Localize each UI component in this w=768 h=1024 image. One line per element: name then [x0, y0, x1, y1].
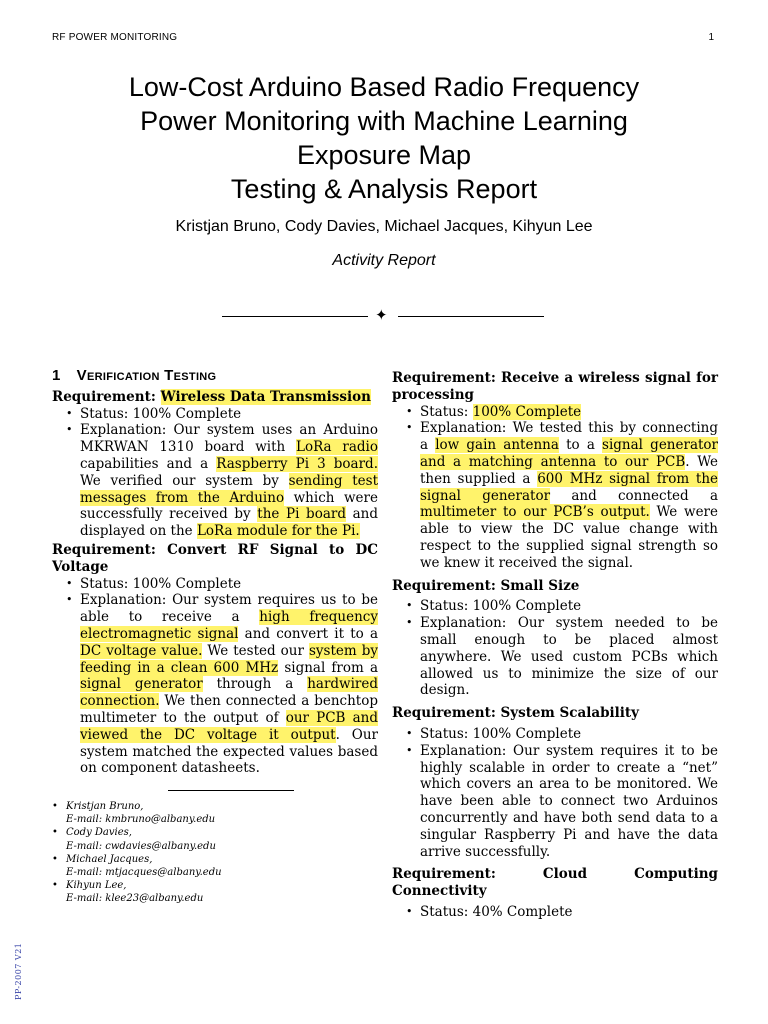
footnote-email: E-mail: mtjacques@albany.edu: [66, 867, 222, 879]
status-item: • Status: 100% Complete: [420, 598, 718, 615]
requirement-list: [392, 726, 718, 860]
footnote-entry: [52, 853, 372, 879]
footnote-entry: [52, 800, 372, 826]
highlighted-text: DC voltage value.: [80, 642, 203, 659]
highlighted-text: Raspberry Pi 3 board.: [216, 455, 378, 472]
highlighted-text: system by feeding in a clean 600 MHz: [80, 642, 379, 676]
requirement-list: [392, 904, 718, 921]
requirement-heading: Requirement: System Scalability: [392, 705, 640, 722]
status-item: • Status: 100% Complete: [80, 576, 378, 593]
highlighted-text: sending test messages from the Arduino: [80, 472, 378, 506]
highlighted-text: multimeter to our PCB’s output.: [420, 504, 650, 521]
paper-title: [0, 70, 768, 206]
explanation-item: • Explanation: Our system requires us to be able to receive a high frequency electromagnetic signal and convert it to a DC voltage value. We tested our system by feeding in a clean 600 MHz signal from a signal generator through a hardwired connection. We then connected a benchtop multimeter to the output of our PCB and viewed the DC voltage it output. Our system matched the expected values based on component datasheets.: [80, 592, 378, 777]
footnote-author: • Cody Davies,: [52, 826, 372, 839]
explanation-item: • Explanation: We tested this by connecting a low gain antenna to a signal generator and a matching antenna to our PCB. We then supplied a 600 MHz signal from the signal generator and connected a multimeter to our PCB’s output. We were able to view the DC value change with respect to the supplied signal strength so we knew it received the signal.: [420, 420, 718, 571]
page-number: 1: [708, 32, 714, 43]
status-item: • Status: 100% Complete: [420, 404, 718, 421]
divider-line-right: [398, 316, 544, 317]
running-header: RF POWER MONITORING: [52, 32, 178, 43]
highlighted-text: 100% Complete: [472, 403, 582, 420]
divider-ornament-icon: ✦: [375, 306, 388, 324]
highlighted-text: our PCB and viewed the DC voltage it output: [80, 709, 378, 743]
explanation-item: • Explanation: Our system requires it to be highly scalable in order to create a “net” which covers an area to be monitored. We have been able to connect two Arduinos concurrently and have both send data to a singular Raspberry Pi and have the data arrive successfully.: [420, 743, 718, 861]
left-column: [52, 368, 378, 779]
footnote-author: • Michael Jacques,: [52, 853, 372, 866]
footnote-author: • Kihyun Lee,: [52, 879, 372, 892]
title-line: Testing & Analysis Report: [230, 174, 538, 204]
author-footnotes: [52, 800, 372, 906]
footnote-entry: [52, 826, 372, 852]
requirement-list: [52, 576, 378, 778]
right-column: [392, 370, 718, 923]
highlighted-text: signal generator and a matching antenna to our PCB: [420, 437, 718, 470]
highlighted-text: low gain antenna: [435, 437, 559, 454]
requirement-list: [52, 406, 378, 540]
explanation-item: • Explanation: Our system uses an Arduino MKRWAN 1310 board with LoRa radio capabilities and a Raspberry Pi 3 board. We verified our system by sending test messages from the Arduino which were successfully received by the Pi board and displayed on the LoRa module for the Pi.: [80, 422, 378, 540]
requirement-heading: [52, 389, 378, 406]
highlighted-text: LoRa module for the Pi.: [196, 523, 360, 540]
requirement-list: [392, 404, 718, 572]
requirement-list: [392, 598, 718, 699]
section-title: Verification Testing: [76, 367, 217, 384]
footnote-author: • Kristjan Bruno,: [52, 800, 372, 813]
explanation-item: • Explanation: Our system needed to be small enough to be placed almost anywhere. We used custom PCBs which allowed us to minimize the size of our design.: [420, 615, 718, 699]
highlighted-text: 600 MHz signal from the signal generator: [420, 470, 719, 504]
report-type: Activity Report: [332, 252, 436, 269]
requirement-heading: Requirement: Cloud Computing Connectivity: [392, 866, 718, 900]
status-item: • Status: 100% Complete: [80, 406, 378, 423]
highlighted-text: Wireless Data Transmission: [160, 388, 371, 405]
status-item: • Status: 40% Complete: [420, 904, 718, 921]
footnote-email: E-mail: cwdavies@albany.edu: [66, 840, 216, 852]
highlighted-text: the Pi board: [257, 506, 346, 523]
status-item: • Status: 100% Complete: [420, 726, 718, 743]
side-code: PP-2007 V21: [14, 942, 23, 1000]
title-line: Power Monitoring with Machine Learning: [140, 106, 628, 136]
highlighted-text: hardwired connection.: [80, 676, 379, 710]
footnote-rule: [168, 790, 294, 791]
title-line: Low-Cost Arduino Based Radio Frequency: [128, 72, 640, 102]
author-list: Kristjan Bruno, Cody Davies, Michael Jacques, Kihyun Lee: [175, 218, 593, 235]
requirement-label: Requirement:: [52, 388, 156, 405]
footnote-entry: [52, 879, 372, 905]
section-number: 1: [52, 367, 61, 384]
requirement-heading: Requirement: Convert RF Signal to DC Voltage: [52, 541, 378, 575]
footnote-email: E-mail: klee23@albany.edu: [66, 893, 204, 905]
divider-line-left: [222, 316, 368, 317]
title-line: Exposure Map: [296, 140, 472, 170]
section-heading: [52, 368, 378, 385]
footnote-email: E-mail: kmbruno@albany.edu: [66, 814, 216, 826]
requirement-heading: Requirement: Receive a wireless signal for processing: [392, 370, 718, 403]
highlighted-text: high frequency electromagnetic signal: [80, 609, 378, 642]
highlighted-text: LoRa radio: [295, 439, 378, 456]
highlighted-text: signal generator: [80, 676, 203, 693]
requirement-heading: Requirement: Small Size: [392, 577, 580, 594]
